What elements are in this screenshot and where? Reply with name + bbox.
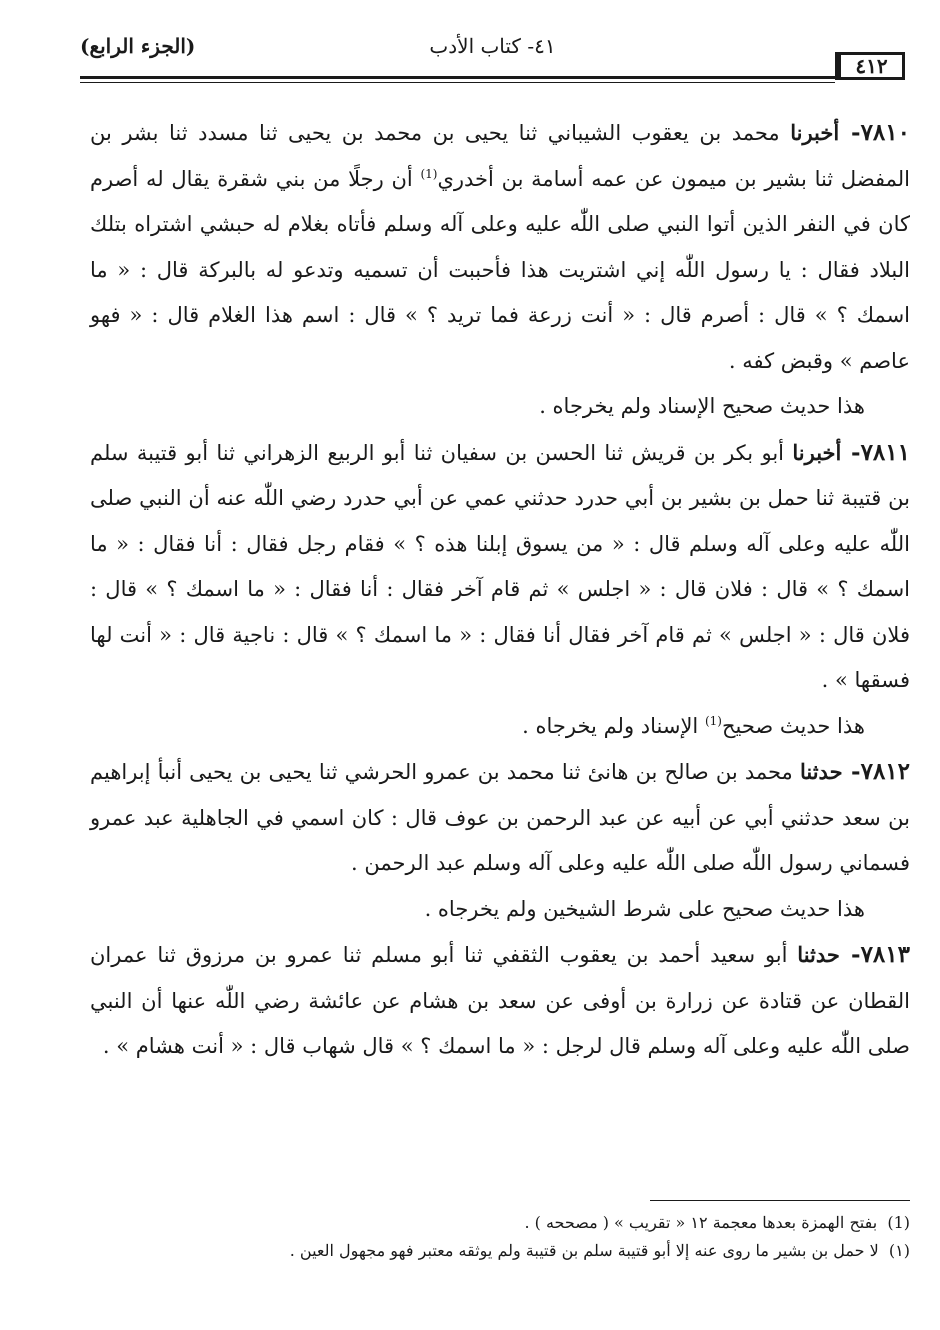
hadith-lead: أخبرنا [790,120,840,145]
hadith-text-continued: أن رجلًا من بني شقرة يقال له أصرم كان في النفر الذين أتوا النبي صلى اللّٰه عليه وعلى آله وسلم فأتاه بغلام له حبشي اشتراه بتلك البلاد فقال : يا رسول اللّٰه إني اشتريت هذا فأحببت أن تسميه وتدعو له بالبركة قال : « ما اسمك ؟ » قال : أصرم قال : « أنت زرعة فما تريد ؟ » قال : اسم هذا الغلام قال : « فهو عاصم » وقبض كفه . [90,166,910,373]
hadith-lead: حدثنا [797,942,840,967]
hadith-text: أبو بكر بن قريش ثنا الحسن بن سفيان ثنا أبو الربيع الزهراني ثنا أبو قتيبة سلم بن قتيبة ثنا حمل بن بشير بن أبي حدرد حدثني عمي عن أبي حدرد رضي اللّٰه عنه أن النبي صلى اللّٰه عليه وعلى آله وسلم قال : « من يسوق إبلنا هذه ؟ » فقام رجل فقال : أنا فقال : « ما اسمك ؟ » قال : فلان قال : « اجلس » ثم قام آخر فقال : أنا فقال : « ما اسمك ؟ » قال : فلان قال : « اجلس » ثم قام آخر فقال أنا فقال : « ما اسمك ؟ » قال : ناجية قال : « أنت لها فسقها » . [90,440,910,692]
footnote-rule [650,1200,910,1201]
hadith-verdict [90,704,910,750]
footnote-marker: (١) [888,1241,910,1260]
hadith-lead: حدثنا [799,759,843,784]
page-number: ٤١٢ [835,52,905,80]
verdict-text: هذا حديث صحيح على شرط الشيخين ولم يخرجاه . [424,896,865,921]
footnote-marker[interactable]: (1) [420,166,438,181]
footnote-text: بفتح الهمزة بعدها معجمة ١٢ « تقريب » ( مصححه ) . [524,1213,878,1232]
hadith-7811: ٧٨١١- أخبرنا أبو بكر بن قريش ثنا الحسن بن سفيان ثنا أبو الربيع الزهراني ثنا أبو قتيبة سلم بن قتيبة ثنا حمل بن بشير بن أبي حدرد حدثني عمي عن أبي حدرد رضي اللّٰه عنه أن النبي صلى اللّٰه عليه وعلى آله وسلم قال : « من يسوق إبلنا هذه ؟ » فقام رجل فقال : أنا فقال : « ما اسمك ؟ » قال : فلان قال : « اجلس » ثم قام آخر فقال : أنا فقال : « ما اسمك ؟ » قال : فلان قال : « اجلس » ثم قام آخر فقال أنا فقال : « ما اسمك ؟ » قال : ناجية قال : « أنت لها فسقها » . [90,438,910,692]
footnote-marker: (1) [887,1213,910,1232]
hadith-number: ٧٨١١ [860,438,910,466]
hadith-verdict [90,384,910,430]
hadith-number: ٧٨١٢ [860,758,911,785]
hadith-7813: ٧٨١٣- حدثنا أبو سعيد أحمد بن يعقوب الثقفي ثنا أبو مسلم ثنا عمرو بن مرزوق ثنا عمران القطان عن قتادة عن زرارة بن أوفى عن سعد بن هشام عن عائشة رضي اللّٰه عنها أن النبي صلى اللّٰه عليه وعلى آله وسلم قال لرجل : « ما اسمك ؟ » قال شهاب قال : « أنت هشام » . [90,941,910,1058]
hadith-7812: ٧٨١٢- حدثنا محمد بن صالح بن هانئ ثنا محمد بن عمرو الحرشي ثنا يحيى بن يحيى أنبأ إبراهيم بن سعد حدثني أبي عن أبيه عن عبد الرحمن بن عوف قال : كان اسمي في الجاهلية عبد عمرو فسماني رسول اللّٰه صلى اللّٰه عليه وعلى آله وسلم عبد الرحمن . [90,758,911,875]
footnote-1 [90,1209,910,1237]
book-title: ٤١- كتاب الأدب [429,34,556,58]
hadith-text: محمد بن يعقوب الشيباني ثنا يحيى بن محمد بن يحيى ثنا مسدد ثنا بشر بن المفضل ثنا بشير بن ميمون عن عمه أسامة بن أخدري [90,121,910,191]
footnote-2 [90,1237,910,1265]
verdict-text: هذا حديث صحيح [721,713,865,738]
footnotes [90,1200,910,1265]
volume-title: (الجزء الرابع) [80,34,196,58]
page-header [80,32,905,90]
verdict-text: هذا حديث صحيح الإسناد ولم يخرجاه . [539,394,865,418]
footnote-text: لا حمل بن بشير ما روى عنه إلا أبو قتيبة سلم بن قتيبة ولم يوثقه معتبر فهو مجهول العين . [289,1241,879,1260]
footnote-marker[interactable]: (1) [704,713,722,728]
hadith-verdict [90,887,910,933]
header-rule [80,76,835,79]
hadith-text: أبو سعيد أحمد بن يعقوب الثقفي ثنا أبو مسلم ثنا عمرو بن مرزوق ثنا عمران القطان عن قتادة عن زرارة بن أوفى عن سعد بن هشام عن عائشة رضي اللّٰه عنها أن النبي صلى اللّٰه عليه وعلى آله وسلم قال لرجل : « ما اسمك ؟ » قال شهاب قال : « أنت هشام » . [90,943,910,1058]
hadith-text: محمد بن صالح بن هانئ ثنا محمد بن عمرو الحرشي ثنا يحيى بن يحيى أنبأ إبراهيم بن سعد حدثني أبي عن أبيه عن عبد الرحمن بن عوف قال : كان اسمي في الجاهلية عبد عمرو فسماني رسول اللّٰه صلى اللّٰه عليه وعلى آله وسلم عبد الرحمن . [90,760,910,875]
hadith-7810: ٧٨١٠- أخبرنا محمد بن يعقوب الشيباني ثنا يحيى بن محمد بن يحيى ثنا مسدد ثنا بشر بن المفضل ثنا بشير بن ميمون عن عمه أسامة بن أخدري$^{(1)}$ أن رجلًا من بني شقرة يقال له أصرم كان في النفر الذين أتوا النبي صلى اللّٰه عليه وعلى آله وسلم فأتاه بغلام له حبشي اشتراه بتلك البلاد فقال : يا رسول اللّٰه إني اشتريت هذا فأحببت أن تسميه وتدعو له بالبركة قال : « ما اسمك ؟ » قال : أصرم قال : « أنت زرعة فما تريد ؟ » قال : اسم هذا الغلام قال : « فهو عاصم » وقبض كفه . [90,119,910,373]
hadith-number: ٧٨١٠ [860,119,910,146]
verdict-text-continued: الإسناد ولم يخرجاه . [522,713,705,738]
hadith-lead: أخبرنا [792,439,842,465]
hadith-number: ٧٨١٣ [860,941,910,968]
main-text [90,110,910,1070]
header-rule-thin [80,82,835,83]
